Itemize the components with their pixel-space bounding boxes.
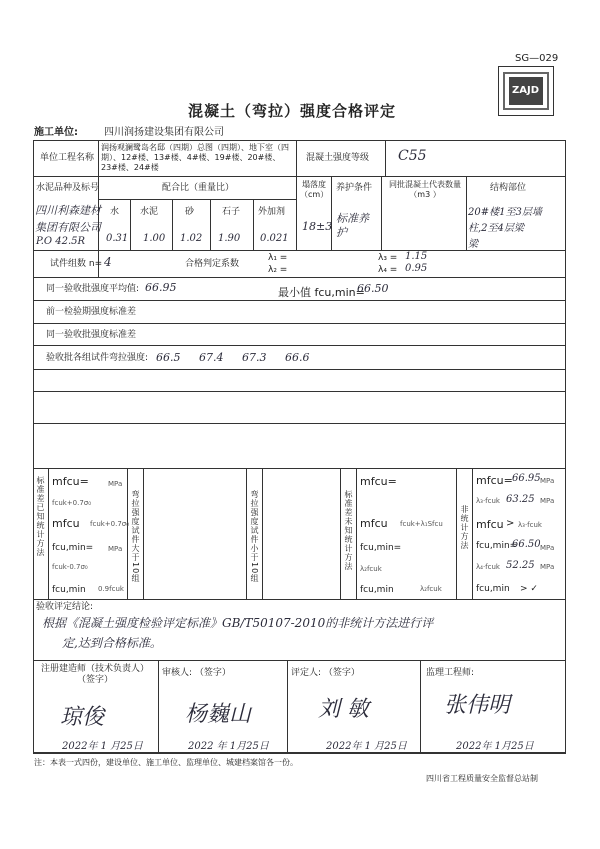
m5-fcumin: fcu,min bbox=[476, 584, 510, 594]
logo-text: ZAJD bbox=[512, 85, 540, 96]
m4-mfcu: mfcu bbox=[360, 517, 388, 530]
grade-label: 混凝土强度等级 bbox=[306, 153, 370, 163]
construction-unit-value: 四川润扬建设集团有限公司 bbox=[104, 127, 224, 138]
lambda3-label: λ₃ = bbox=[378, 253, 398, 263]
additive-value: 0.021 bbox=[260, 233, 289, 244]
form-code: SG—029 bbox=[515, 53, 559, 64]
m1-mpa: MPa bbox=[108, 480, 123, 488]
cement-label: 水泥品种及标号 bbox=[36, 183, 100, 193]
lambda1-label: λ₁ = bbox=[268, 253, 288, 263]
stone-value: 1.90 bbox=[218, 233, 241, 244]
date-reviewer: 2022 年 1月25日 bbox=[188, 741, 269, 752]
conclusion-text-2: 定,达到合格标准。 bbox=[62, 636, 162, 650]
structure-label: 结构部位 bbox=[490, 183, 527, 193]
results-label: 验收批各组试件弯拉强度: bbox=[46, 353, 149, 363]
signature-engineer: 琼俊 bbox=[60, 705, 105, 730]
groups-label: 试件组数 n= bbox=[50, 259, 103, 269]
m5-gt2: > ✓ bbox=[520, 584, 538, 594]
col-additive: 外加剂 bbox=[258, 207, 286, 217]
m1-mpa2: MPa bbox=[108, 545, 123, 553]
m5-mpa: MPa bbox=[540, 477, 555, 485]
avg-label: 同一验收批强度平均值: bbox=[46, 284, 140, 294]
m4-f5b: λ₂fcuk bbox=[420, 585, 442, 593]
construction-unit-label: 施工单位: bbox=[34, 127, 78, 138]
m1-f2: fcuk-0.7σ₀ bbox=[52, 563, 88, 571]
col-cement: 水泥 bbox=[140, 207, 159, 217]
reviewer-label: 审核人: （签字） bbox=[162, 668, 231, 678]
m5-gt: > bbox=[506, 518, 515, 529]
cement-value-2: 集团有限公司 bbox=[35, 221, 101, 234]
signature-reviewer: 杨巍山 bbox=[185, 702, 252, 727]
water-value: 0.31 bbox=[106, 233, 129, 244]
conclusion-label: 验收评定结论: bbox=[36, 602, 94, 612]
m1-mfcu: mfcu bbox=[52, 517, 80, 530]
result-value: 66.6 bbox=[285, 351, 310, 364]
avg-value: 66.95 bbox=[145, 281, 177, 294]
col-water: 水 bbox=[110, 207, 120, 217]
min-label: 最小值 fcu,min= bbox=[278, 286, 365, 299]
m5-f7: λ₄·fcuk bbox=[476, 563, 500, 571]
footer-note: 注：本表一式四份，建设单位、施工单位、监理单位、城建档案馆各一份。 bbox=[34, 758, 298, 767]
m5-l4-value: 52.25 bbox=[506, 560, 535, 571]
col-sand: 砂 bbox=[185, 207, 195, 217]
m1-fcumin: fcu,min bbox=[52, 585, 86, 595]
ratio-label: 配合比（重量比） bbox=[162, 183, 235, 193]
method4-label: 标准差未知统计方法 bbox=[344, 490, 353, 571]
date-supervisor: 2022年 1月25日 bbox=[456, 741, 534, 752]
project-value: 润扬观澜鹭岛名邸（四期）总图（四期）、地下室（四期）、12#楼、13#楼、4#楼、19#楼、20#楼、23#楼、24#楼 bbox=[101, 143, 289, 172]
m1-f3: 0.9fcuk bbox=[98, 585, 124, 593]
m5-fmin-value: 66.50 bbox=[512, 539, 541, 550]
m1-fcumin-eq: fcu,min= bbox=[52, 543, 94, 553]
m4-f5: λ₂fcuk bbox=[360, 565, 382, 573]
engineer-label: 注册建造师（技术负责人）（签字） bbox=[40, 664, 149, 686]
m1-f1b: fcuk+0.7σ₀ bbox=[90, 520, 130, 528]
method5-label: 非统计方法 bbox=[460, 505, 469, 550]
structure-value-2: 柱,2至4层梁 bbox=[468, 223, 524, 234]
curing-value: 标准养护 bbox=[336, 212, 369, 240]
curing-label: 养护条件 bbox=[336, 183, 373, 193]
coef-label: 合格判定系数 bbox=[185, 259, 240, 269]
result-value: 66.5 bbox=[156, 351, 181, 364]
groups-value: 4 bbox=[104, 255, 112, 269]
batch-std-label: 同一验收批强度标准差 bbox=[46, 330, 137, 340]
signature-evaluator: 刘 敏 bbox=[318, 697, 369, 722]
m4-f4: fcuk+λ₁Sfcu bbox=[400, 520, 443, 528]
m1-f1: fcuk+0.7σ₀ bbox=[52, 499, 92, 507]
slump-label: 塌落度（cm） bbox=[300, 180, 329, 199]
prev-std-label: 前一检验期强度标准差 bbox=[46, 307, 137, 317]
lambda4-label: λ₄ = bbox=[378, 265, 398, 275]
m5-mpa4: MPa bbox=[540, 563, 555, 571]
batch-label: 同批混凝土代表数量（m3 ） bbox=[389, 180, 461, 199]
m5-l3-value: 63.25 bbox=[506, 494, 535, 505]
structure-value-1: 20#楼1至3层墙 bbox=[468, 207, 542, 218]
slump-value: 18±3 bbox=[302, 220, 333, 233]
date-engineer: 2022年 1 月25日 bbox=[62, 741, 143, 752]
signature-supervisor: 张伟明 bbox=[444, 693, 511, 718]
method1-label: 标准差已知统计方法 bbox=[36, 476, 45, 557]
date-evaluator: 2022年 1 月25日 bbox=[326, 741, 407, 752]
m5-mfcu: mfcu bbox=[476, 518, 504, 531]
logo-badge bbox=[498, 66, 554, 116]
m4-fcumin: fcu,min bbox=[360, 585, 394, 595]
grade-value: C55 bbox=[398, 148, 427, 164]
conclusion-text-1: 根据《混凝土强度检验评定标准》GB/T50107-2010的非统计方法进行评 bbox=[42, 616, 434, 630]
result-value: 67.3 bbox=[242, 351, 267, 364]
m5-f6: λ₃·fcuk bbox=[476, 497, 500, 505]
m5-mpa2: MPa bbox=[540, 497, 555, 505]
footer-org: 四川省工程质量安全监督总站制 bbox=[426, 774, 538, 783]
m5-mpa3: MPa bbox=[540, 544, 555, 552]
m4-fcumin-eq: fcu,min= bbox=[360, 543, 402, 553]
method2-label: 弯拉强度试件大于10组 bbox=[131, 490, 140, 584]
method3-label: 弯拉强度试件小于10组 bbox=[250, 490, 259, 584]
m5-mfcu-value: 66.95 bbox=[512, 473, 541, 484]
m4-mfcu-eq: mfcu= bbox=[360, 475, 397, 488]
col-stone: 石子 bbox=[222, 207, 241, 217]
lambda2-label: λ₂ = bbox=[268, 265, 288, 275]
result-value: 67.4 bbox=[199, 351, 224, 364]
cement-value-3: P.O 42.5R bbox=[36, 236, 86, 247]
sand-value: 1.02 bbox=[180, 233, 203, 244]
m1-mfcu-eq: mfcu= bbox=[52, 475, 89, 488]
lambda4-value: 0.95 bbox=[405, 263, 428, 274]
m5-mfcu-eq: mfcu= bbox=[476, 474, 513, 487]
evaluator-label: 评定人: （签字） bbox=[291, 668, 360, 678]
cement-value-1: 四川利森建材 bbox=[35, 204, 101, 217]
min-value: 66.50 bbox=[357, 282, 389, 295]
supervisor-label: 监理工程师: bbox=[426, 668, 475, 678]
project-label: 单位工程名称 bbox=[40, 153, 95, 163]
structure-value-3: 梁 bbox=[468, 239, 478, 250]
lambda3-value: 1.15 bbox=[405, 251, 428, 262]
page-title: 混凝土（弯拉）强度合格评定 bbox=[188, 102, 397, 120]
m5-cmp: λ₃·fcuk bbox=[518, 521, 542, 529]
m5-fcumin-eq: fcu,min= bbox=[476, 541, 518, 551]
cement-ratio-value: 1.00 bbox=[143, 233, 166, 244]
